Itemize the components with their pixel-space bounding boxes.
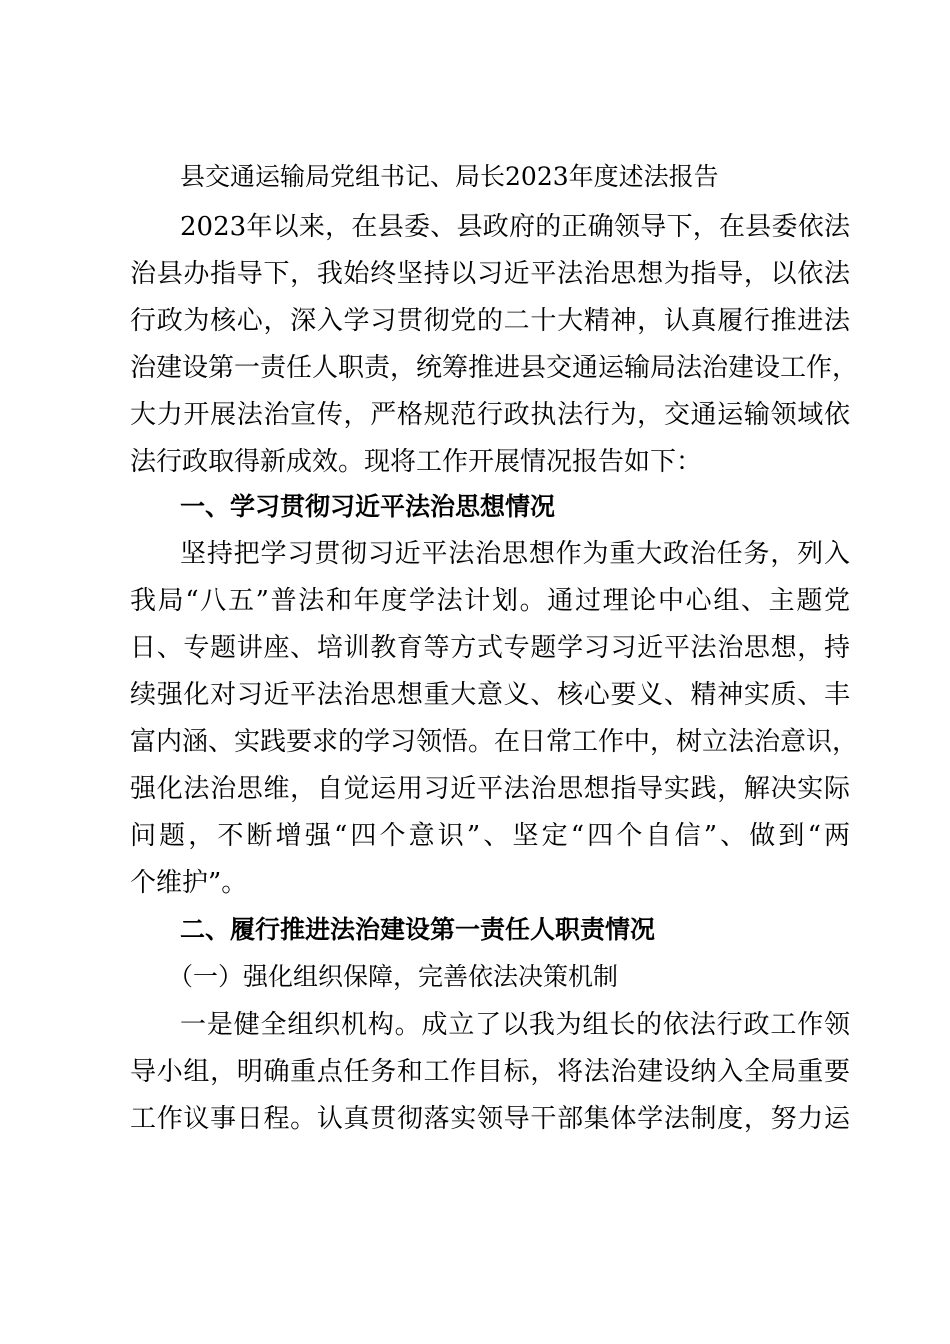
document-title: 县交通运输局党组书记、局长2023年度述法报告: [180, 162, 719, 191]
section-heading: 一、学习贯彻习近平法治思想情况: [180, 492, 556, 521]
paragraph-line: 导小组，明确重点任务和工作目标，将法治建设纳入全局重要: [130, 1057, 850, 1087]
subsection-heading: （一）强化组织保障，完善依法决策机制: [168, 962, 619, 991]
paragraph-line: 日、专题讲座、培训教育等方式专题学习习近平法治思想，持: [130, 633, 850, 663]
paragraph-line: 行政为核心，深入学习贯彻党的二十大精神，认真履行推进法: [130, 306, 850, 336]
paragraph-line: 问题，不断增强“四个意识”、坚定“四个自信”、做到“两: [130, 821, 850, 851]
paragraph-line: 一是健全组织机构。成立了以我为组长的依法行政工作领: [180, 1010, 850, 1040]
paragraph-line: 富内涵、实践要求的学习领悟。在日常工作中，树立法治意识，: [130, 727, 859, 757]
paragraph-line: 强化法治思维，自觉运用习近平法治思想指导实践，解决实际: [130, 774, 850, 804]
paragraph-line: 2023年以来，在县委、县政府的正确领导下，在县委依法: [180, 212, 850, 242]
paragraph-line: 法行政取得新成效。现将工作开展情况报告如下：: [130, 447, 703, 477]
paragraph-line: 我局“八五”普法和年度学法计划。通过理论中心组、主题党: [130, 586, 850, 616]
paragraph-line: 治县办指导下，我始终坚持以习近平法治思想为指导，以依法: [130, 259, 850, 289]
paragraph-line: 坚持把学习贯彻习近平法治思想作为重大政治任务，列入: [180, 539, 850, 569]
section-heading: 二、履行推进法治建设第一责任人职责情况: [180, 915, 656, 944]
paragraph-line: 续强化对习近平法治思想重大意义、核心要义、精神实质、丰: [130, 680, 850, 710]
paragraph-line: 治建设第一责任人职责，统筹推进县交通运输局法治建设工作，: [130, 353, 859, 383]
paragraph-line: 个维护”。: [130, 868, 248, 898]
paragraph-line: 工作议事日程。认真贯彻落实领导干部集体学法制度，努力运: [130, 1104, 850, 1134]
paragraph-line: 大力开展法治宣传，严格规范行政执法行为，交通运输领域依: [130, 400, 850, 430]
